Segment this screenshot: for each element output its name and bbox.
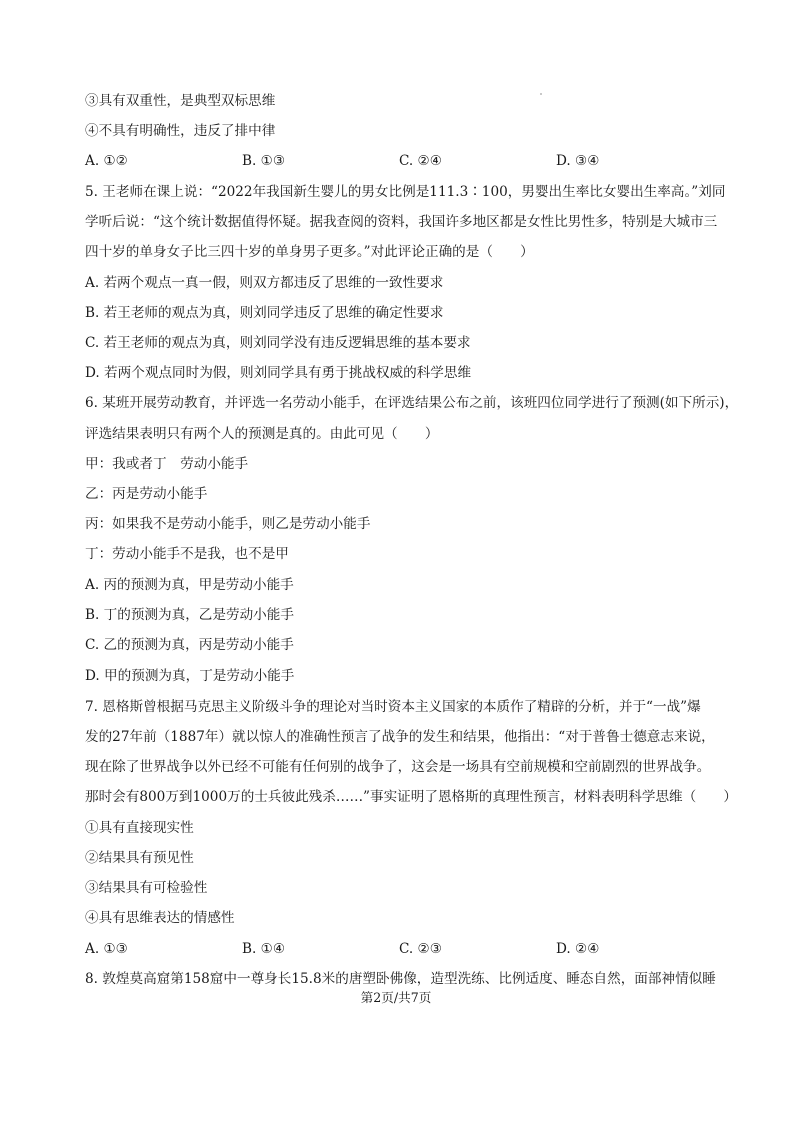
q7-option-d[interactable]: D. ②④	[556, 941, 600, 957]
q5-option-c[interactable]: C. 若王老师的观点为真，则刘同学没有违反逻辑思维的基本要求	[85, 335, 471, 351]
q4-option-a[interactable]: A. ①②	[85, 153, 128, 169]
scan-speck	[540, 93, 542, 95]
page-number-footer: 第2页/共7页	[360, 990, 432, 1005]
q6-option-d[interactable]: D. 甲的预测为真，丁是劳动小能手	[85, 668, 295, 684]
q7-statement-1: ①具有直接现实性	[85, 820, 194, 836]
q6-option-c[interactable]: C. 乙的预测为真，丙是劳动小能手	[85, 637, 294, 653]
q6-prediction-bing: 丙：如果我不是劳动小能手，则乙是劳动小能手	[85, 516, 371, 532]
q7-option-c[interactable]: C. ②③	[399, 941, 442, 957]
q7-option-b[interactable]: B. ①④	[242, 941, 286, 957]
q6-option-b[interactable]: B. 丁的预测为真，乙是劳动小能手	[85, 607, 294, 623]
q7-stem-line-3: 现在除了世界战争以外已经不可能有任何别的战争了，这会是一场具有空前规模和空前剧烈的世界战争。	[85, 759, 711, 775]
q4-option-b[interactable]: B. ①③	[242, 153, 286, 169]
q7-statement-2: ②结果具有预见性	[85, 850, 194, 866]
q5-option-a[interactable]: A. 若两个观点一真一假，则双方都违反了思维的一致性要求	[85, 275, 444, 291]
q7-statement-3: ③结果具有可检验性	[85, 880, 208, 896]
q4-option-c[interactable]: C. ②④	[399, 153, 442, 169]
q6-stem-line-2: 评选结果表明只有两个人的预测是真的。由此可见（ ）	[85, 426, 439, 442]
q6-prediction-jia: 甲：我或者丁 劳动小能手	[85, 456, 249, 472]
q4-statement-4: ④不具有明确性，违反了排中律	[85, 123, 276, 139]
q6-prediction-ding: 丁：劳动小能手不是我，也不是甲	[85, 546, 289, 562]
q8-stem-line-1: 8. 敦煌莫高窟第158窟中一尊身长15.8米的唐塑卧佛像，造型洗练、比例适度、睡态自然，面部神情似睡	[85, 971, 716, 987]
q7-stem-line-2: 发的27年前（1887年）就以惊人的准确性预言了战争的发生和结果，他指出：“对于普鲁士德意志来说，	[85, 729, 715, 745]
q4-options	[85, 152, 725, 170]
q7-statement-4: ④具有思维表达的情感性	[85, 910, 235, 926]
q4-option-d[interactable]: D. ③④	[556, 153, 600, 169]
q4-statement-3: ③具有双重性，是典型双标思维	[85, 93, 276, 109]
q5-stem-line-3: 四十岁的单身女子比三四十岁的单身男子更多。”对此评论正确的是（ ）	[85, 244, 534, 260]
q7-options	[85, 940, 725, 958]
q7-stem-line-1: 7. 恩格斯曾根据马克思主义阶级斗争的理论对当时资本主义国家的本质作了精辟的分析，并于“一战”爆	[85, 699, 701, 715]
q6-prediction-yi: 乙：丙是劳动小能手	[85, 486, 208, 502]
q7-stem-line-4: 那时会有800万到1000万的士兵彼此残杀……”事实证明了恩格斯的真理性预言，材料表明科学思维（ ）	[85, 789, 738, 805]
q5-option-b[interactable]: B. 若王老师的观点为真，则刘同学违反了思维的确定性要求	[85, 305, 444, 321]
q5-stem-line-1: 5. 王老师在课上说：“2022年我国新生婴儿的男女比例是111.3∶100，男婴出生率比女婴出生率高。”刘同	[85, 184, 726, 200]
q6-stem-line-1: 6. 某班开展劳动教育，并评选一名劳动小能手，在评选结果公布之前，该班四位同学进行了预测(如下所示)，	[85, 395, 739, 411]
q6-option-a[interactable]: A. 丙的预测为真，甲是劳动小能手	[85, 577, 294, 593]
q5-option-d[interactable]: D. 若两个观点同时为假，则刘同学具有勇于挑战权威的科学思维	[85, 365, 472, 381]
q7-option-a[interactable]: A. ①③	[85, 941, 128, 957]
q5-stem-line-2: 学听后说：“这个统计数据值得怀疑。据我查阅的资料，我国许多地区都是女性比男性多，特别是大城市三	[85, 214, 718, 230]
